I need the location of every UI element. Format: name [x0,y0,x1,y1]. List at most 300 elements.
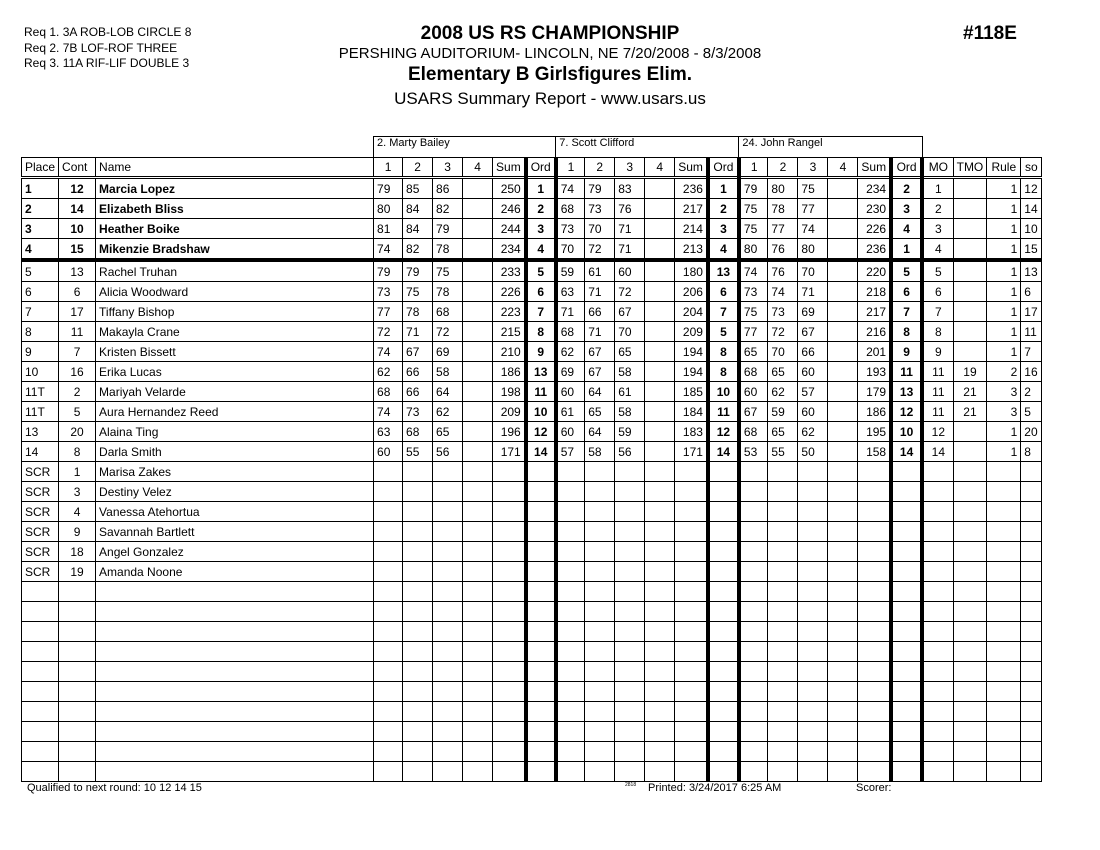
sum-cell [675,502,708,522]
empty-cell [768,582,798,602]
score-cell [828,562,858,582]
sum-cell: 194 [675,362,708,382]
contestant-number-cell: 14 [59,199,96,219]
skater-name-cell: Marisa Zakes [96,462,374,482]
empty-cell [556,662,585,682]
so-cell [1021,462,1042,482]
sum-cell [675,462,708,482]
column-header-j1-ord: Ord [526,158,556,178]
so-cell: 12 [1021,178,1042,199]
sum-cell: 194 [675,342,708,362]
empty-cell [556,762,585,782]
empty-cell [858,582,891,602]
score-cell [374,542,403,562]
empty-cell [403,742,433,762]
score-cell: 69 [556,362,585,382]
empty-cell [433,682,463,702]
score-cell [828,260,858,282]
empty-cell [922,722,953,742]
empty-cell [645,662,675,682]
empty-row [22,762,1042,782]
so-cell: 6 [1021,282,1042,302]
score-cell: 67 [403,342,433,362]
score-cell [768,482,798,502]
score-cell [463,502,493,522]
column-header-rule: Rule [987,158,1021,178]
score-cell: 67 [585,342,615,362]
mo-cell: 9 [922,342,953,362]
empty-cell [891,722,922,742]
column-header-name: Name [96,158,374,178]
rule-cell: 3 [987,382,1021,402]
score-cell [556,502,585,522]
tmo-cell: 19 [953,362,987,382]
ordinal-cell: 10 [891,422,922,442]
score-cell: 73 [585,199,615,219]
empty-cell [59,742,96,762]
score-cell: 77 [374,302,403,322]
ordinal-cell [891,462,922,482]
empty-cell [953,582,987,602]
sum-cell: 198 [493,382,526,402]
column-header-cont: Cont [59,158,96,178]
so-cell: 15 [1021,239,1042,261]
contestant-number-cell: 9 [59,522,96,542]
empty-cell [463,682,493,702]
empty-row [22,682,1042,702]
empty-cell [526,642,556,662]
ordinal-cell [891,482,922,502]
empty-cell [922,622,953,642]
empty-cell [768,742,798,762]
sum-cell: 234 [493,239,526,261]
empty-cell [891,602,922,622]
score-cell [798,462,828,482]
tmo-cell [953,522,987,542]
empty-cell [922,642,953,662]
score-cell: 66 [798,342,828,362]
score-cell: 60 [556,382,585,402]
rule-cell: 1 [987,282,1021,302]
empty-cell [526,602,556,622]
empty-cell [463,702,493,722]
score-cell: 79 [433,219,463,239]
score-cell [615,462,645,482]
empty-cell [858,642,891,662]
mo-cell: 11 [922,382,953,402]
ordinal-cell: 6 [708,282,739,302]
score-cell: 61 [615,382,645,402]
score-cell [463,462,493,482]
empty-cell [22,662,59,682]
empty-cell [708,682,739,702]
table-row [22,282,1042,302]
ordinal-cell: 5 [891,260,922,282]
empty-cell [739,662,768,682]
empty-cell [585,622,615,642]
ordinal-cell: 2 [891,178,922,199]
empty-cell [59,602,96,622]
empty-cell [463,582,493,602]
ordinal-cell: 3 [526,219,556,239]
sum-cell: 186 [858,402,891,422]
rule-cell [987,522,1021,542]
sum-cell: 196 [493,422,526,442]
contestant-number-cell: 17 [59,302,96,322]
sum-cell: 171 [493,442,526,462]
contestant-number-cell: 2 [59,382,96,402]
contestant-number-cell: 3 [59,482,96,502]
score-cell: 55 [768,442,798,462]
empty-cell [1021,762,1042,782]
sum-cell [493,562,526,582]
score-cell [798,502,828,522]
empty-cell [645,602,675,622]
rule-cell: 1 [987,178,1021,199]
ordinal-cell [526,502,556,522]
skater-name-cell: Alaina Ting [96,422,374,442]
empty-cell [858,742,891,762]
empty-cell [798,762,828,782]
score-cell: 68 [433,302,463,322]
score-cell [645,442,675,462]
column-header-j1-sum: Sum [493,158,526,178]
rule-cell [987,502,1021,522]
empty-cell [987,622,1021,642]
column-header-place: Place [22,158,59,178]
empty-cell [463,642,493,662]
empty-row [22,602,1042,622]
score-cell [828,502,858,522]
score-cell: 75 [739,302,768,322]
empty-cell [59,642,96,662]
score-cell [433,482,463,502]
skater-name-cell: Savannah Bartlett [96,522,374,542]
score-cell: 65 [768,422,798,442]
skater-name-cell: Mikenzie Bradshaw [96,239,374,261]
tmo-cell [953,302,987,322]
score-cell [768,562,798,582]
empty-cell [374,722,403,742]
spacer [1021,137,1042,158]
ordinal-cell: 14 [708,442,739,462]
table-row [22,502,1042,522]
empty-cell [953,662,987,682]
score-cell [615,482,645,502]
empty-cell [1021,702,1042,722]
so-cell [1021,522,1042,542]
place-cell: 7 [22,302,59,322]
mo-cell: 8 [922,322,953,342]
score-cell [585,522,615,542]
empty-cell [403,642,433,662]
empty-cell [526,742,556,762]
sum-cell [675,542,708,562]
score-cell: 71 [585,322,615,342]
event-number: #118E [963,23,1017,44]
event-title: Elementary B Girlsfigures Elim. [407,64,693,85]
contestant-number-cell: 8 [59,442,96,462]
ordinal-cell: 2 [526,199,556,219]
empty-cell [798,642,828,662]
table-row [22,219,1042,239]
empty-cell [708,582,739,602]
sum-cell [858,462,891,482]
score-cell [585,502,615,522]
empty-cell [922,762,953,782]
empty-cell [59,682,96,702]
empty-cell [987,702,1021,722]
score-cell [556,542,585,562]
ordinal-cell: 11 [891,362,922,382]
empty-cell [891,662,922,682]
empty-cell [22,722,59,742]
ordinal-cell: 12 [708,422,739,442]
sum-cell: 183 [675,422,708,442]
empty-row [22,742,1042,762]
tmo-cell [953,542,987,562]
score-cell: 71 [585,282,615,302]
score-cell [463,342,493,362]
empty-cell [374,742,403,762]
score-cell [645,422,675,442]
score-cell [645,199,675,219]
sum-cell: 209 [493,402,526,422]
ordinal-cell: 13 [708,260,739,282]
table-row [22,260,1042,282]
empty-cell [526,622,556,642]
empty-row [22,642,1042,662]
empty-cell [768,682,798,702]
tmo-cell: 21 [953,382,987,402]
sum-cell: 209 [675,322,708,342]
tmo-cell [953,178,987,199]
ordinal-cell [708,462,739,482]
score-cell: 73 [556,219,585,239]
print-mark: 2818 [625,782,637,788]
tmo-cell [953,282,987,302]
score-cell: 68 [739,422,768,442]
skater-name-cell: Erika Lucas [96,362,374,382]
empty-cell [953,762,987,782]
score-cell: 75 [403,282,433,302]
empty-cell [403,602,433,622]
score-cell: 75 [798,178,828,199]
tmo-cell [953,239,987,261]
empty-cell [953,642,987,662]
empty-cell [953,722,987,742]
score-cell [463,442,493,462]
score-cell: 60 [556,422,585,442]
place-cell: 2 [22,199,59,219]
score-cell [645,302,675,322]
venue-dates: PERSHING AUDITORIUM- LINCOLN, NE 7/20/2008 - 8/3/2008 [338,45,762,62]
empty-cell [675,662,708,682]
ordinal-cell: 7 [526,302,556,322]
score-cell: 82 [403,239,433,261]
score-cell: 74 [374,239,403,261]
ordinal-cell: 1 [891,239,922,261]
sum-cell [858,482,891,502]
empty-cell [493,582,526,602]
judge-header-row [22,137,1042,158]
score-cell [645,342,675,362]
score-cell [463,402,493,422]
place-cell: 10 [22,362,59,382]
column-header-j3-sum: Sum [858,158,891,178]
empty-cell [463,762,493,782]
tmo-cell [953,562,987,582]
score-cell: 80 [374,199,403,219]
empty-cell [739,682,768,702]
score-cell: 60 [374,442,403,462]
empty-cell [891,582,922,602]
mo-cell [922,522,953,542]
contestant-number-cell: 5 [59,402,96,422]
ordinal-cell [891,522,922,542]
score-cell: 68 [374,382,403,402]
skater-name-cell: Darla Smith [96,442,374,462]
ordinal-cell: 9 [526,342,556,362]
ordinal-cell: 10 [526,402,556,422]
score-cell [463,239,493,261]
empty-cell [798,622,828,642]
score-cell [433,522,463,542]
sum-cell: 214 [675,219,708,239]
empty-cell [675,602,708,622]
score-cell [828,322,858,342]
requirement-3: Req 3. 11A RIF-LIF DOUBLE 3 [24,56,190,70]
empty-cell [615,642,645,662]
empty-cell [953,682,987,702]
skater-name-cell: Alicia Woodward [96,282,374,302]
sum-cell: 193 [858,362,891,382]
column-header-j3-1: 1 [739,158,768,178]
score-cell: 74 [798,219,828,239]
score-cell [463,522,493,542]
score-cell: 60 [739,382,768,402]
score-cell: 55 [403,442,433,462]
score-cell: 61 [585,260,615,282]
empty-cell [922,582,953,602]
score-cell [645,322,675,342]
sum-cell: 234 [858,178,891,199]
score-cell: 62 [798,422,828,442]
empty-cell [403,722,433,742]
empty-cell [987,682,1021,702]
empty-cell [922,662,953,682]
score-cell [645,402,675,422]
score-cell [585,562,615,582]
score-cell: 75 [739,219,768,239]
score-cell: 80 [739,239,768,261]
contestant-number-cell: 20 [59,422,96,442]
empty-cell [96,682,374,702]
table-row [22,302,1042,322]
score-cell [374,462,403,482]
column-header-tmo: TMO [953,158,987,178]
score-cell [828,362,858,382]
column-header-mo: MO [922,158,953,178]
mo-cell: 3 [922,219,953,239]
score-cell: 65 [615,342,645,362]
score-cell [645,282,675,302]
printed-timestamp: Printed: 3/24/2017 6:25 AM [648,782,782,794]
mo-cell: 4 [922,239,953,261]
mo-cell [922,462,953,482]
score-cell [374,502,403,522]
place-cell: SCR [22,482,59,502]
score-cell: 53 [739,442,768,462]
score-cell: 69 [798,302,828,322]
rule-cell: 1 [987,342,1021,362]
empty-cell [828,742,858,762]
empty-cell [374,662,403,682]
sum-cell: 215 [493,322,526,342]
score-cell [433,542,463,562]
ordinal-cell: 1 [708,178,739,199]
score-cell: 60 [798,402,828,422]
column-header-j2-3: 3 [615,158,645,178]
score-cell: 84 [403,199,433,219]
score-cell [739,482,768,502]
score-cell: 80 [798,239,828,261]
score-cell [585,542,615,562]
empty-cell [59,762,96,782]
score-cell [615,502,645,522]
score-cell: 56 [615,442,645,462]
table-row [22,382,1042,402]
empty-cell [22,602,59,622]
empty-cell [922,742,953,762]
place-cell: 9 [22,342,59,362]
sum-cell: 246 [493,199,526,219]
ordinal-cell: 4 [891,219,922,239]
empty-cell [463,622,493,642]
mo-cell: 11 [922,402,953,422]
ordinal-cell: 2 [708,199,739,219]
place-cell: 6 [22,282,59,302]
so-cell [1021,542,1042,562]
empty-cell [1021,682,1042,702]
score-cell [645,562,675,582]
sum-cell: 206 [675,282,708,302]
score-cell: 78 [403,302,433,322]
place-cell: SCR [22,522,59,542]
spacer [96,137,374,158]
score-cell: 59 [768,402,798,422]
table-row [22,322,1042,342]
ordinal-cell: 12 [526,422,556,442]
ordinal-cell: 7 [891,302,922,322]
score-cell [828,522,858,542]
empty-cell [433,622,463,642]
score-cell [798,542,828,562]
empty-cell [585,602,615,622]
empty-cell [493,742,526,762]
so-cell: 11 [1021,322,1042,342]
score-cell [798,562,828,582]
score-cell: 69 [433,342,463,362]
empty-cell [556,682,585,702]
sum-cell: 216 [858,322,891,342]
empty-cell [708,722,739,742]
column-header-j1-4: 4 [463,158,493,178]
empty-cell [463,602,493,622]
score-cell: 74 [739,260,768,282]
place-cell: 14 [22,442,59,462]
score-cell [463,178,493,199]
